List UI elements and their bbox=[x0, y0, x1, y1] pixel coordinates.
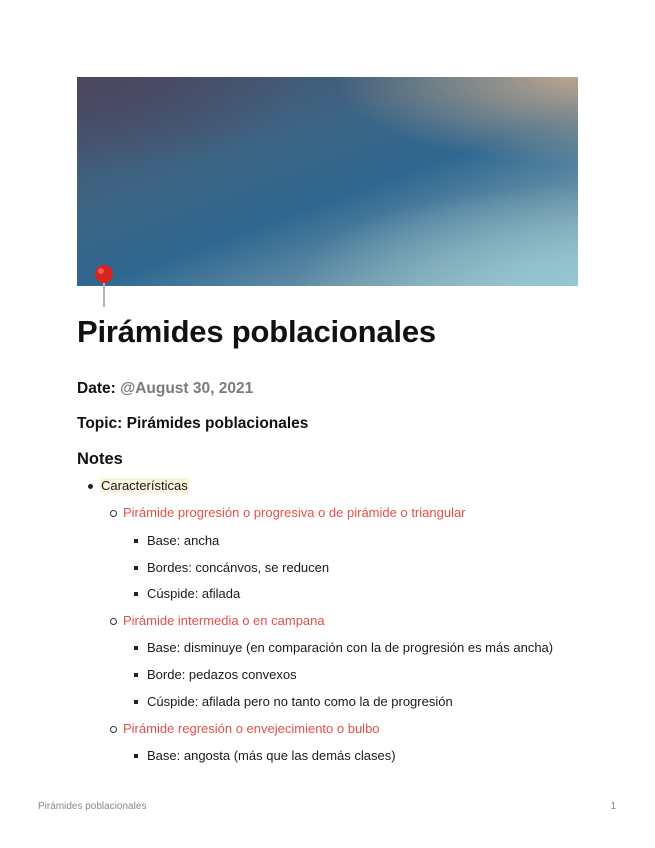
topic-value: Pirámides poblacionales bbox=[126, 415, 309, 432]
bullet-square bbox=[134, 754, 138, 758]
pushpin-icon bbox=[92, 264, 116, 308]
footer-title: Pirámides poblacionales bbox=[38, 801, 147, 812]
page-title: Pirámides poblacionales bbox=[77, 314, 436, 349]
list-item-caracteristicas bbox=[100, 478, 189, 494]
date-property bbox=[77, 380, 253, 398]
list-item-type1-cuspide: Cúspide: afilada bbox=[147, 586, 241, 601]
list-item-type1-bordes: Bordes: concánvos, se reducen bbox=[147, 560, 330, 575]
bullet-square bbox=[134, 539, 138, 543]
footer-page-number: 1 bbox=[610, 801, 616, 812]
topic-label: Topic: bbox=[77, 415, 123, 432]
highlighted-text: Características bbox=[101, 478, 188, 493]
list-item-type3: Pirámide regresión o envejecimiento o bulbo bbox=[123, 721, 380, 736]
bullet-disc bbox=[88, 484, 93, 489]
bullet-circle bbox=[110, 726, 117, 733]
bullet-circle bbox=[110, 510, 117, 517]
bullet-square bbox=[134, 592, 138, 596]
list-item-type2-base: Base: disminuye (en comparación con la de progresión es más ancha) bbox=[147, 640, 554, 655]
date-mention[interactable]: @August 30, 2021 bbox=[120, 380, 254, 397]
list-item-type1-base: Base: ancha bbox=[147, 533, 220, 548]
cover-image bbox=[77, 77, 578, 286]
list-item-type2-borde: Borde: pedazos convexos bbox=[147, 667, 297, 682]
bullet-square bbox=[134, 673, 138, 677]
bullet-square bbox=[134, 700, 138, 704]
notes-heading: Notes bbox=[77, 450, 123, 468]
bullet-square bbox=[134, 566, 138, 570]
topic-property bbox=[77, 415, 308, 433]
bullet-square bbox=[134, 646, 138, 650]
bullet-circle bbox=[110, 618, 117, 625]
date-label: Date: bbox=[77, 380, 116, 397]
list-item-type3-base: Base: angosta (más que las demás clases) bbox=[147, 748, 396, 763]
list-item-type2-cuspide: Cúspide: afilada pero no tanto como la de progresión bbox=[147, 694, 453, 709]
list-item-type2: Pirámide intermedia o en campana bbox=[123, 613, 325, 628]
list-item-type1: Pirámide progresión o progresiva o de pirámide o triangular bbox=[123, 505, 466, 520]
